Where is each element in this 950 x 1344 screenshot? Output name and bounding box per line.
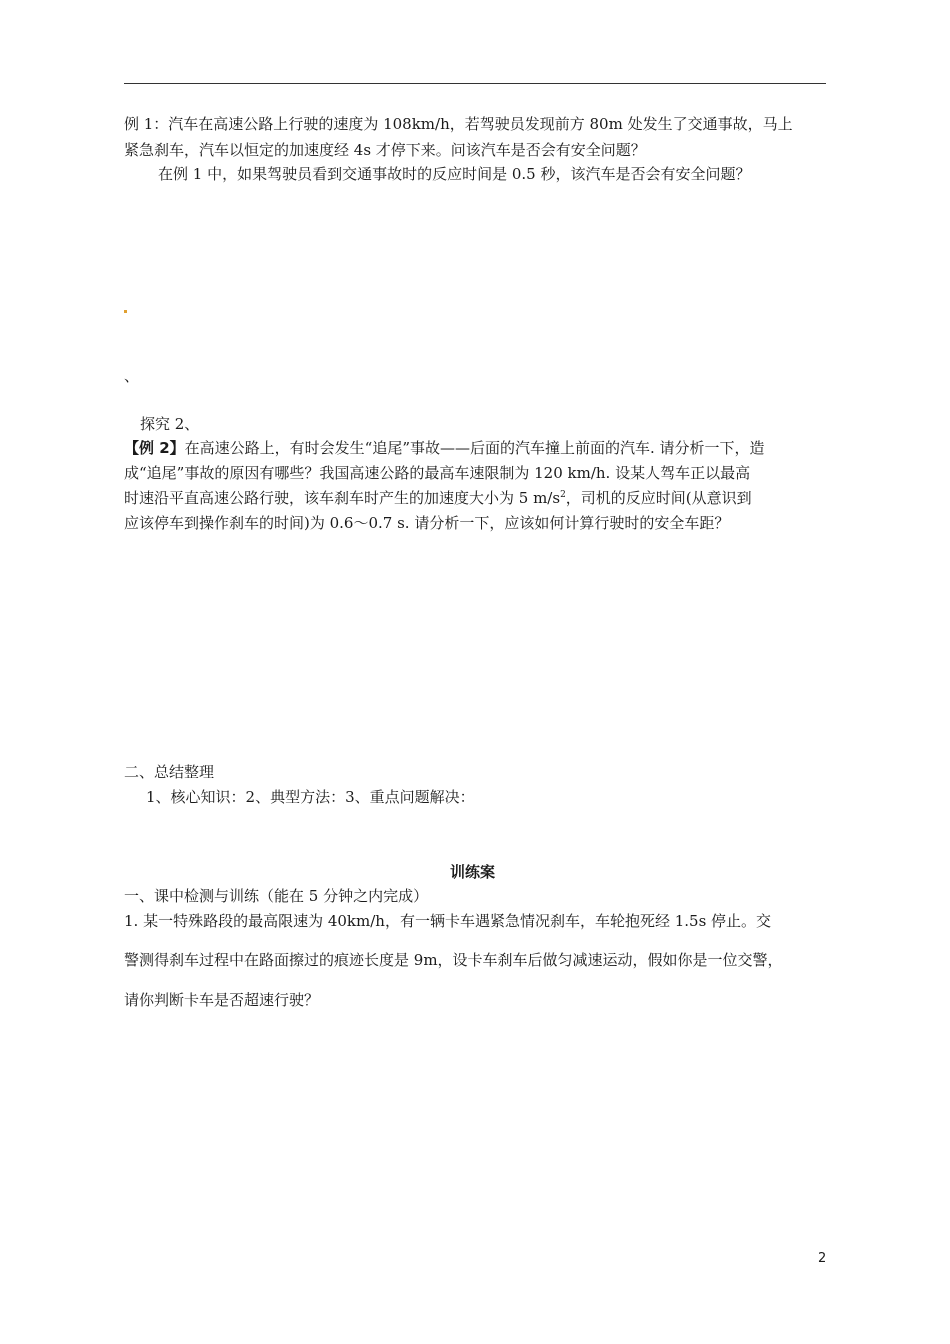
- explore2-line4: 应该停车到操作刹车的时间)为 0.6～0.7 s. 请分析一下，应该如何计算行驶时的安全车距？: [124, 514, 730, 532]
- question1-line3: 请你判断卡车是否超速行驶？: [124, 991, 320, 1009]
- decorative-dot: [124, 310, 127, 313]
- question1-line1: 1. 某一特殊路段的最高限速为 40km/h，有一辆卡车遇紧急情况刹车，车轮抱死经 1.5s 停止。交: [124, 912, 772, 930]
- example1-line3: 在例 1 中，如果驾驶员看到交通事故时的反应时间是 0.5 秒，该汽车是否会有安全问题？: [158, 165, 751, 183]
- question1-line2: 警测得刹车过程中在路面擦过的痕迹长度是 9m，设卡车刹车后做匀减速运动，假如你是一位交警，: [124, 951, 783, 969]
- explore2-line3-pre: 时速沿平直高速公路行驶，该车刹车时产生的加速度大小为 5 m/s: [124, 489, 561, 507]
- explore2-line3: [124, 488, 752, 508]
- explore2-line2: 成“追尾”事故的原因有哪些？我国高速公路的最高车速限制为 120 km/h. 设某人驾车正以最高: [124, 464, 751, 482]
- example1-line2: 紧急刹车，汽车以恒定的加速度经 4s 才停下来。问该汽车是否会有安全问题？: [124, 141, 646, 159]
- header-rule: [124, 83, 826, 84]
- stray-mark: 、: [124, 367, 140, 385]
- summary-items: 1、核心知识：2、典型方法：3、重点问题解决：: [146, 788, 475, 806]
- example1-line1: 例 1：汽车在高速公路上行驶的速度为 108km/h，若驾驶员发现前方 80m 处发生了交通事故，马上: [124, 115, 793, 133]
- training-title: 训练案: [450, 863, 496, 881]
- page-number: 2: [818, 1251, 827, 1266]
- summary-heading: 二、总结整理: [124, 763, 215, 781]
- explore2-line1-text: 在高速公路上，有时会发生“追尾”事故——后面的汽车撞上前面的汽车. 请分析一下，造: [184, 439, 765, 457]
- explore2-line3-sup: 2: [560, 490, 566, 500]
- explore2-line1: [124, 438, 765, 458]
- explore2-heading: 探究 2、: [140, 415, 200, 433]
- explore2-line3-post: ，司机的反应时间(从意识到: [565, 489, 752, 507]
- training-subheading: 一、课中检测与训练（能在 5 分钟之内完成）: [124, 887, 429, 905]
- example2-tag: 【例 2】: [124, 439, 185, 457]
